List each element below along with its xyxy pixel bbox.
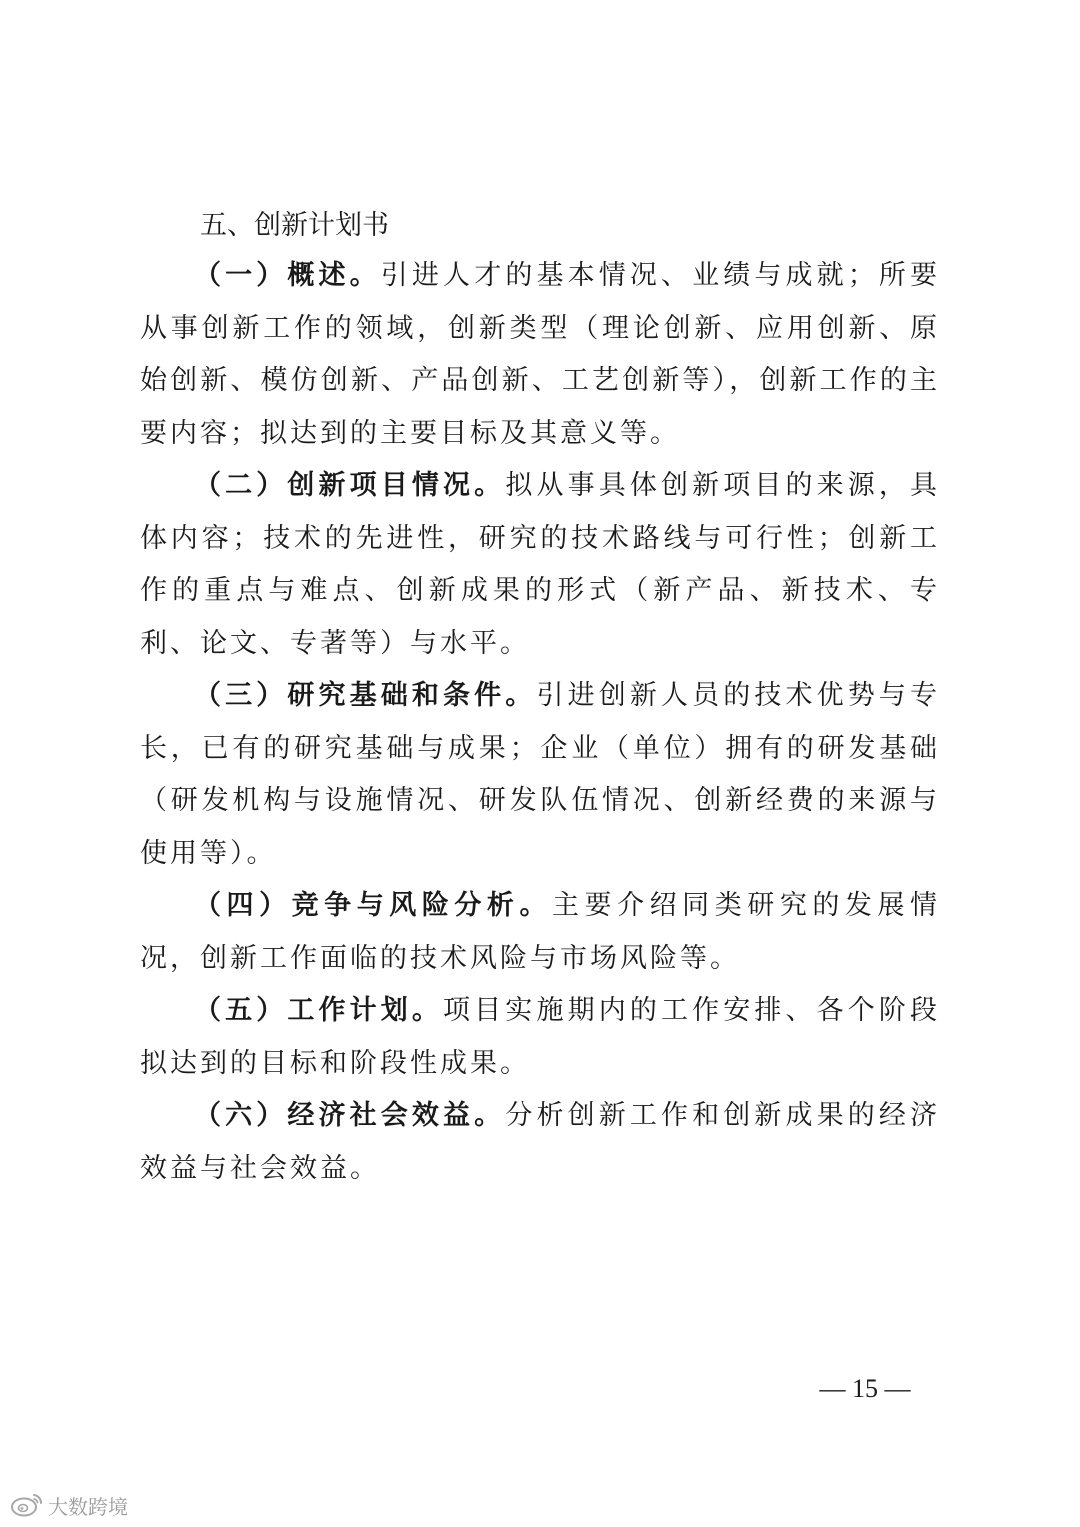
section-body	[140, 250, 940, 1195]
subsection-risk	[140, 880, 940, 985]
subsection-plan	[140, 985, 940, 1090]
subsection-text: 分析创新工作和创新成果的经济效益与社会效益。	[140, 1100, 941, 1184]
subsection-overview	[140, 250, 940, 460]
subsection-foundation	[140, 670, 940, 880]
section-heading: 五、创新计划书	[200, 210, 389, 241]
subsection-label: （五）工作计划。	[194, 995, 444, 1026]
page-number: — 15 —	[819, 1374, 911, 1403]
subsection-text: 项目实施期内的工作安排、各个阶段拟达到的目标和阶段性成果。	[140, 995, 941, 1079]
subsection-text: 引进创新人员的技术优势与专长，已有的研究基础与成果；企业（单位）拥有的研发基础（研发机构与设施情况、研发队伍情况、创新经费的来源与使用等）。	[140, 680, 941, 869]
subsection-benefits	[140, 1090, 940, 1195]
subsection-label: （一）概述。	[194, 260, 381, 291]
watermark	[10, 1490, 128, 1520]
subsection-text: 拟从事具体创新项目的来源，具体内容；技术的先进性，研究的技术路线与可行性；创新工作的重点与难点、创新成果的形式（新产品、新技术、专利、论文、专著等）与水平。	[140, 470, 941, 659]
subsection-label: （四）竞争与风险分析。	[194, 890, 552, 921]
subsection-label: （三）研究基础和条件。	[194, 680, 537, 711]
watermark-text: 大数跨境	[48, 1494, 128, 1519]
subsection-project	[140, 460, 940, 670]
subsection-text: 主要介绍同类研究的发展情况，创新工作面临的技术风险与市场风险等。	[140, 890, 940, 974]
subsection-label: （六）经济社会效益。	[194, 1100, 506, 1131]
weibo-logo-icon	[10, 1492, 44, 1518]
subsection-label: （二）创新项目情况。	[194, 470, 506, 501]
subsection-text: 引进人才的基本情况、业绩与成就；所要从事创新工作的领域，创新类型（理论创新、应用创新、原始创新、模仿创新、产品创新、工艺创新等），创新工作的主要内容；拟达到的主要目标及其意义等。	[140, 260, 941, 449]
